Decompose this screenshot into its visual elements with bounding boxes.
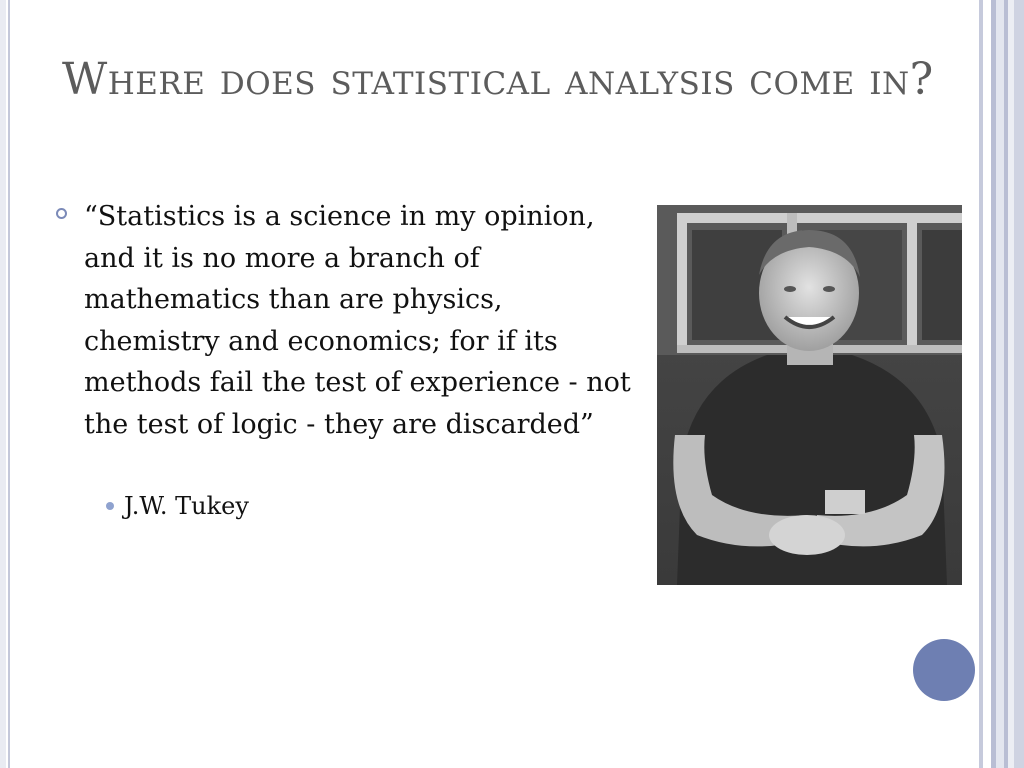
bullet-dot-icon bbox=[106, 502, 114, 510]
right-stripe bbox=[1014, 0, 1024, 768]
left-border bbox=[0, 0, 6, 768]
right-stripe bbox=[996, 0, 1004, 768]
portrait-photo bbox=[657, 205, 962, 585]
bullet-ring-icon bbox=[56, 208, 67, 219]
bullet-item bbox=[56, 196, 646, 445]
left-border-line bbox=[8, 0, 10, 768]
portrait-photo-icon bbox=[657, 205, 962, 585]
decorative-circle bbox=[913, 639, 975, 701]
quote-author: J.W. Tukey bbox=[124, 492, 249, 520]
right-stripe bbox=[983, 0, 991, 768]
slide-title: Where does statistical analysis come in? bbox=[62, 54, 934, 105]
quote-text: “Statistics is a science in my opinion, and it is no more a branch of mathematics than are physics, chemistry and economics; for if its methods fail the test of experience - not the test of logic - they are discarded” bbox=[84, 201, 631, 440]
sub-bullet-item bbox=[106, 490, 506, 522]
